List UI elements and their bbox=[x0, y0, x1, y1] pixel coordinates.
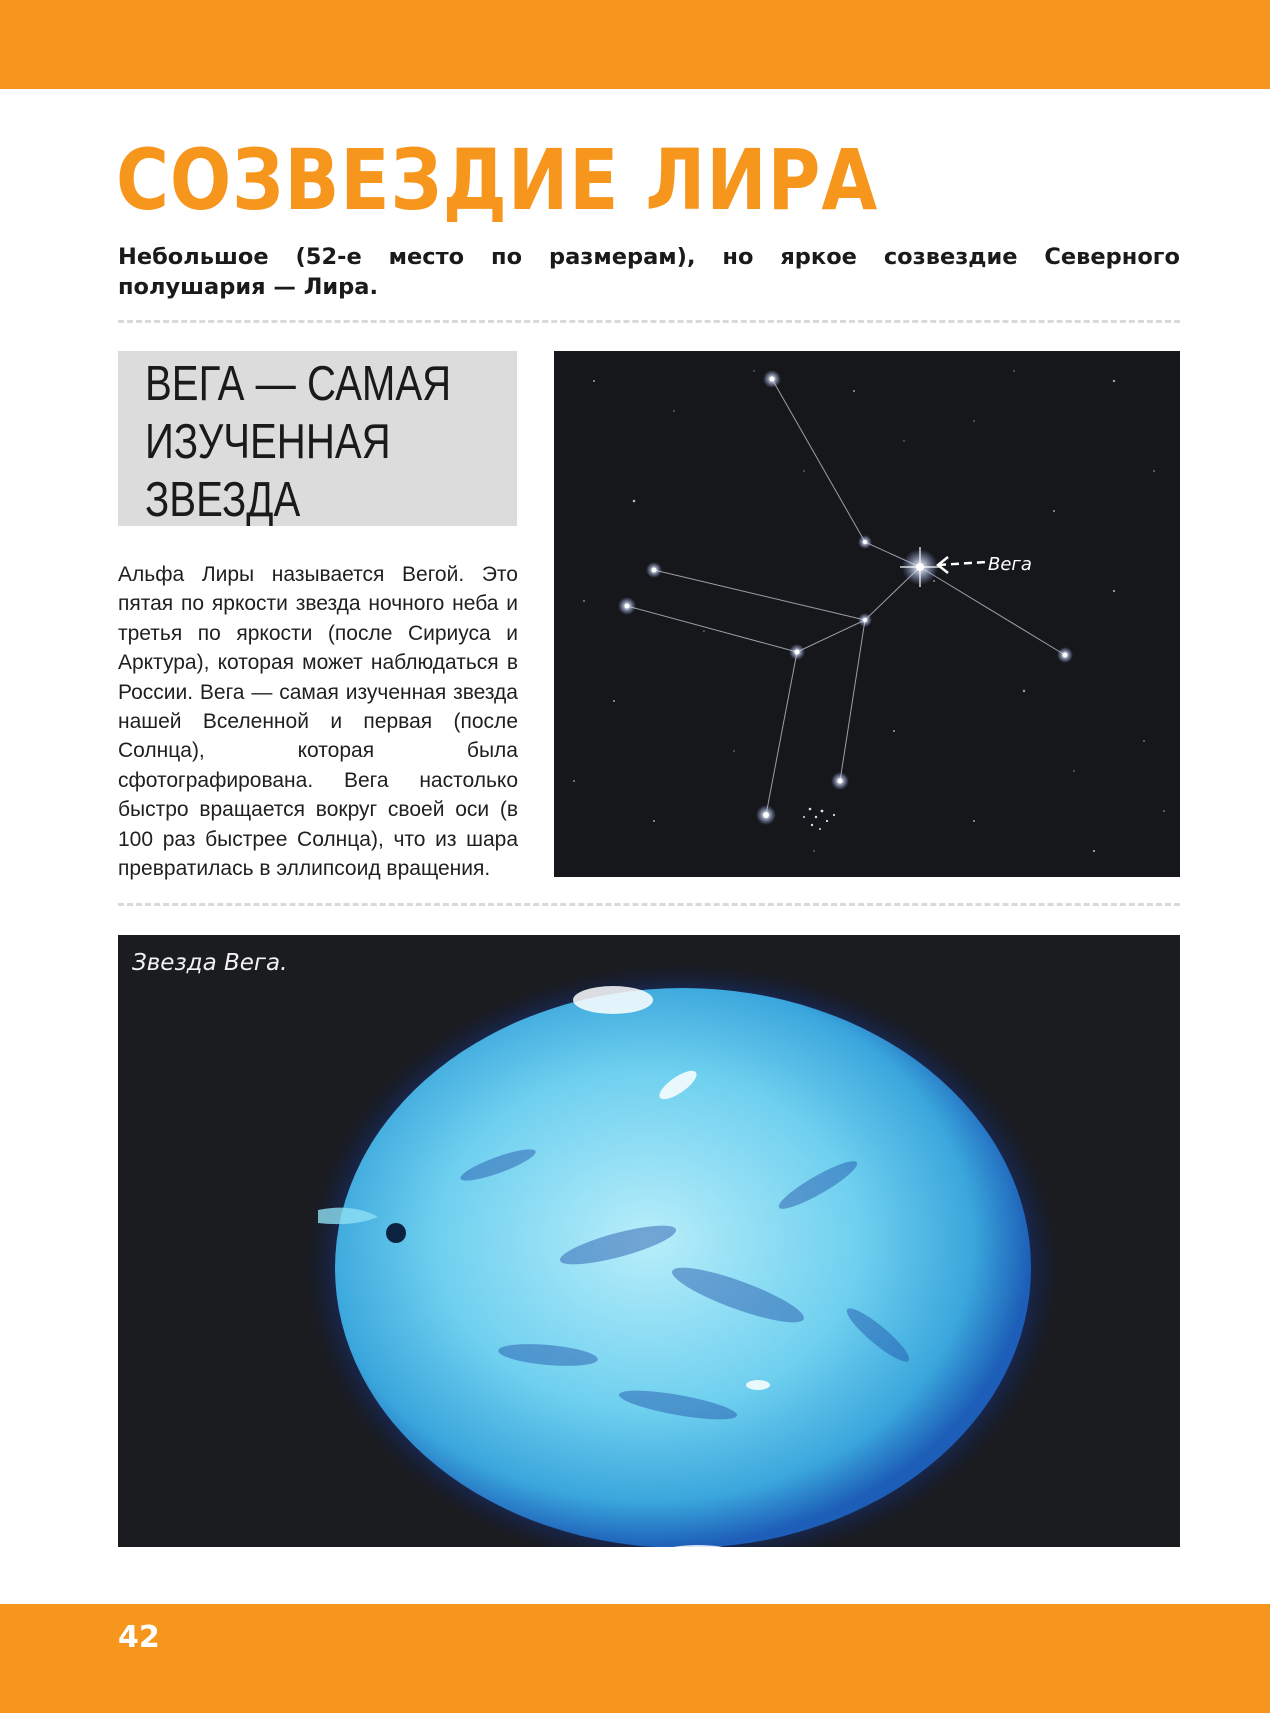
photo-caption: Звезда Вега. bbox=[132, 950, 288, 976]
section-heading: ВЕГА — САМАЯ ИЗУЧЕННАЯ ЗВЕЗДА bbox=[145, 357, 452, 527]
vega-star-photo bbox=[118, 935, 1180, 1547]
top-banner bbox=[0, 0, 1270, 89]
page-number: 42 bbox=[118, 1620, 160, 1655]
bright-stars bbox=[618, 370, 1073, 830]
page-title: СОЗВЕЗДИЕ ЛИРА bbox=[116, 131, 879, 229]
background-stars bbox=[573, 370, 1165, 852]
vega-label: Вега bbox=[988, 554, 1032, 575]
constellation-chart bbox=[554, 351, 1180, 877]
lead-paragraph: Небольшое (52-е место по размерам), но яркое созвездие Северного полушария — Лира. bbox=[118, 244, 1180, 300]
dashed-divider-bottom bbox=[118, 903, 1180, 906]
vega-star-illustration bbox=[118, 935, 1180, 1547]
dashed-divider-top bbox=[118, 320, 1180, 323]
constellation-lines bbox=[627, 379, 1065, 815]
star-disk bbox=[335, 988, 1031, 1547]
lyra-constellation-image bbox=[554, 351, 1180, 877]
bottom-banner bbox=[0, 1604, 1270, 1713]
vega-pointer-arrow bbox=[938, 557, 986, 573]
planet-transit bbox=[386, 1223, 406, 1243]
section-body: Альфа Лиры называется Вегой. Это пятая по яркости звезда ночного неба и третья по яркости (после Сириуса и Арктура), которая может наблюдаться в России. Вега — самая изученная звезда нашей Вселенной и первая (после Солнца), которая была сфотографирована. Вега настолько быстро вращается вокруг своей оси (в 100 раз быстрее Солнца), что из шара превратилась в эллипсоид вращения. bbox=[118, 563, 518, 881]
